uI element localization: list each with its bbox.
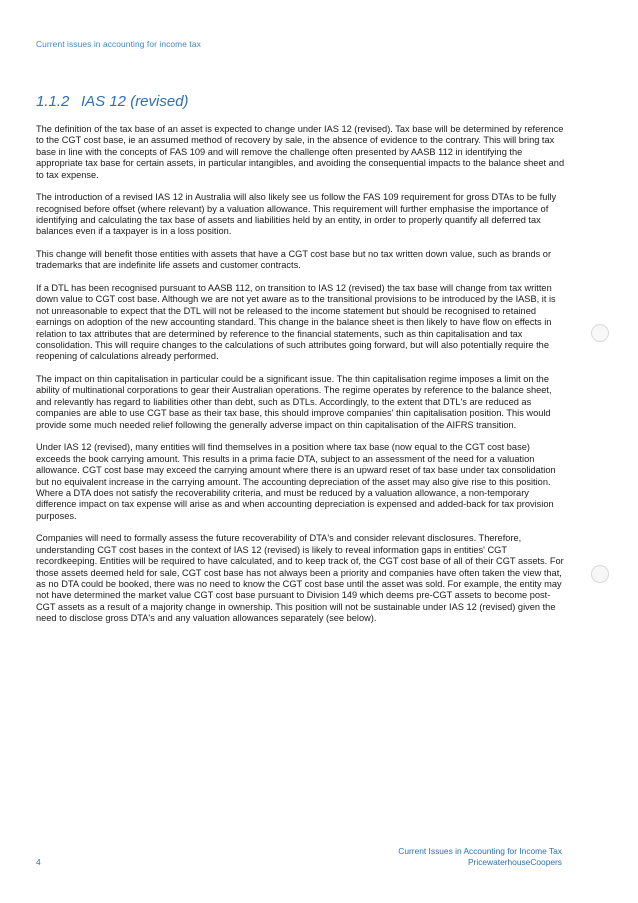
section-number: 1.1.2 — [36, 93, 70, 110]
paragraph-dtl-transition: If a DTL has been recognised pursuant to AASB 112, on transition to IAS 12 (revised) the tax base will change from tax written down value to CGT cost base. Although we are not yet aware as to the transitional provisions to be introduced by the IASB, it is not unreasonable to expect that the DTL will not be released to the income statement but should be recognised to retained earnings on adoption of the new accounting standard. This change in the balance sheet is then likely to have flow on effects in relation to tax attributes that are determined by reference to the financial statements, such as thin capitalisation and tax consolidation. This will require changes to the calculations of such attributes going forward, but will also potentially require the reopening of calculations already performed. — [36, 283, 556, 362]
paragraph-thin-capitalisation: The impact on thin capitalisation in particular could be a significant issue. The thin capitalisation regime imposes a limit on the ability of multinational corporations to gear their Australian operations. The regime operates by reference to the balance sheet, and relevantly has regard to liabilities other than debt, such as DTLs. Accordingly, to the extent that DTL's are reduced as companies are able to use CGT base as their tax base, this should improve companies' thin capitalisation position. This would provide some much needed relief following the generally adverse impact on thin capitalisation of the AIFRS transition. — [36, 374, 552, 430]
section-heading — [36, 93, 189, 110]
running-header: Current issues in accounting for income tax — [36, 39, 201, 49]
page-number: 4 — [36, 857, 41, 867]
binder-hole-mark — [591, 324, 609, 342]
binder-hole-mark — [591, 565, 609, 583]
footer-document-title: Current Issues in Accounting for Income Tax — [398, 846, 562, 856]
footer-firm-name: PricewaterhouseCoopers — [467, 857, 562, 867]
body-text — [36, 124, 566, 636]
paragraph-benefit-brands: This change will benefit those entities with assets that have a CGT cost base but no tax written down value, such as brands or trademarks that are indefinite life assets and customer contracts. — [36, 249, 552, 271]
paragraph-prima-facie-dta: Under IAS 12 (revised), many entities will find themselves in a position where tax base (now equal to the CGT cost base) exceeds the book carrying amount. This results in a prima facie DTA, subject to an assessment of the need for a valuation allowance. CGT cost base may exceed the carrying amount where there is an upward reset of tax base under tax consolidation but no equivalent increase in the carrying amount. The accounting depreciation of the asset may also give rise to this position. Where a DTA does not satisfy the recoverability criteria, and must be reduced by a valuation allowance, a non-temporary difference impact on tax expense will arise as and when accounting depreciation is expensed and added-back for tax provision purposes. — [36, 442, 556, 521]
paragraph-tax-base-definition: The definition of the tax base of an asset is expected to change under IAS 12 (revised). Tax base will be determined by reference to the CGT cost base, ie an assumed method of recovery by sale, in the absence of evidence to the contrary. This will bring tax base in line with the concepts of FAS 109 and will remove the challenge often presented by AASB 112 in identifying the appropriate tax base for certain assets, in particular intangibles, and avoiding the consequential impacts to the balance sheet and to tax expense. — [36, 124, 565, 180]
footer — [398, 846, 562, 868]
paragraph-gross-dta-recognition: The introduction of a revised IAS 12 in Australia will also likely see us follow the FAS 109 requirement for gross DTAs to be fully recognised before offset (where relevant) by a valuation allowance. This requirement will further emphasise the importance of identifying and calculating the tax base of assets and liabilities held by an entity, in order to properly quantify all deferred tax balances even if a taxpayer is in a loss position. — [36, 192, 557, 237]
paragraph-recoverability: Companies will need to formally assess the future recoverability of DTA's and consider relevant disclosures. Therefore, understanding CGT cost bases in the context of IAS 12 (revised) is likely to reveal information gaps in entities' CGT recordkeeping. Entities will be required to have calculated, and to keep track of, the CGT cost base of all of their CGT assets. For those assets deemed held for sale, CGT cost base has not always been a priority and companies have often taken the view that, as no DTA could be booked, there was no need to know the CGT cost base until the asset was sold. For example, the entity may not have determined the market value CGT cost base pursuant to Division 149 which deems pre-CGT assets to become post-CGT assets as a result of a majority change in ownership. This position will not be sustainable under IAS 12 (revised) given the need to disclose gross DTA's and any valuation allowances separately (see below). — [36, 533, 564, 624]
section-title: IAS 12 (revised) — [81, 93, 189, 110]
